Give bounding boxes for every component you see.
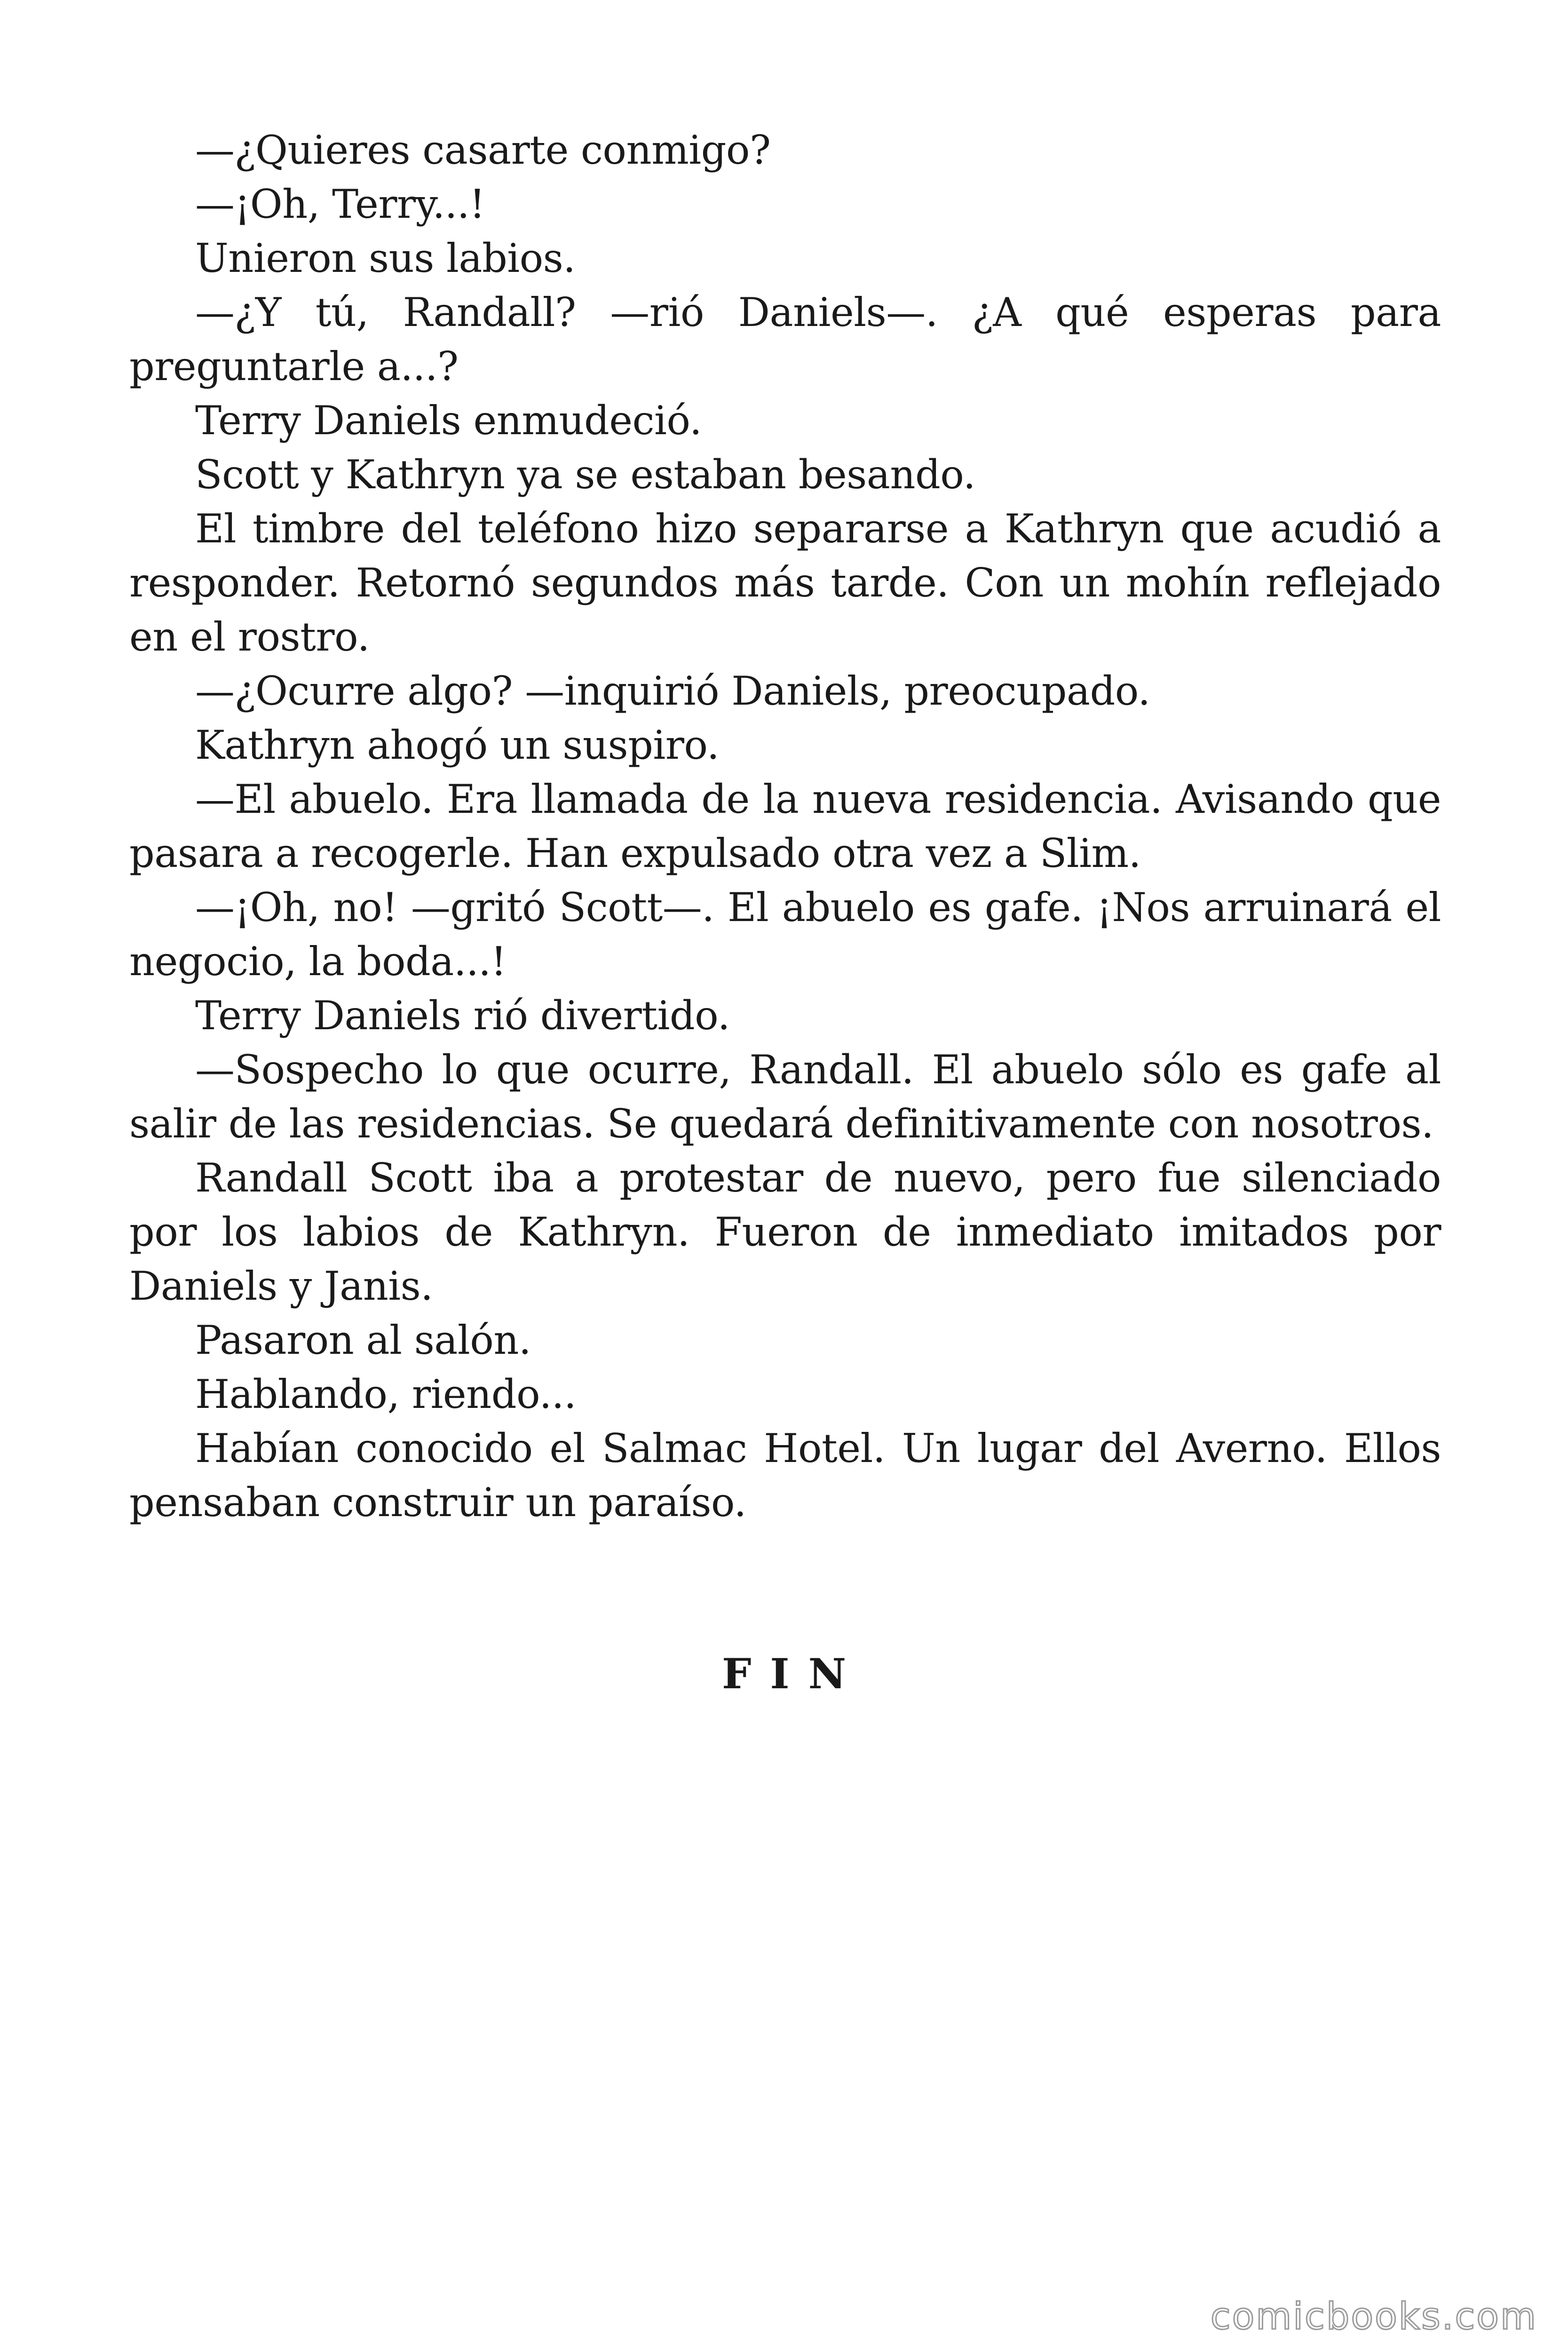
ending-title: FIN — [721, 1649, 865, 1698]
paragraph: Hablando, riendo... — [195, 1371, 577, 1417]
paragraph: Habían conocido el Salmac Hotel. Un lugar del Averno. Ellos pensaban construir un paraíso. — [129, 1425, 1441, 1526]
paragraph: —¿Ocurre algo? —inquirió Daniels, preocupado. — [195, 668, 1150, 714]
paragraph: —¡Oh, Terry...! — [195, 181, 485, 227]
paragraph: —¿Y tú, Randall? —rió Daniels—. ¿A qué esperas para preguntarle a...? — [129, 289, 1441, 389]
watermark: comicbooks.com — [1210, 2296, 1537, 2338]
paragraph: Kathryn ahogó un suspiro. — [195, 722, 720, 768]
paragraph: —¡Oh, no! —gritó Scott—. El abuelo es gafe. ¡Nos arruinará el negocio, la boda...! — [129, 884, 1441, 985]
story-text — [129, 123, 1441, 1530]
paragraph: Unieron sus labios. — [195, 235, 576, 281]
paragraph: El timbre del teléfono hizo separarse a Kathryn que acudió a responder. Retornó segundos más tarde. Con un mohín reflejado en el rostro. — [129, 506, 1441, 660]
paragraph: —¿Quieres casarte conmigo? — [195, 127, 771, 173]
paragraph: Terry Daniels enmudeció. — [195, 397, 702, 444]
paragraph: Scott y Kathryn ya se estaban besando. — [195, 452, 976, 498]
paragraph: —El abuelo. Era llamada de la nueva residencia. Avisando que pasara a recogerle. Han expulsado otra vez a Slim. — [129, 776, 1441, 876]
paragraph: Randall Scott iba a protestar de nuevo, pero fue silenciado por los labios de Kathryn. Fueron de inmediato imitados por Daniels y Janis. — [129, 1155, 1441, 1309]
paragraph: Pasaron al salón. — [195, 1317, 531, 1363]
paragraph: —Sospecho lo que ocurre, Randall. El abuelo sólo es gafe al salir de las residencias. Se quedará definitivamente con nosotros. — [129, 1047, 1441, 1147]
paragraph: Terry Daniels rió divertido. — [195, 993, 730, 1039]
